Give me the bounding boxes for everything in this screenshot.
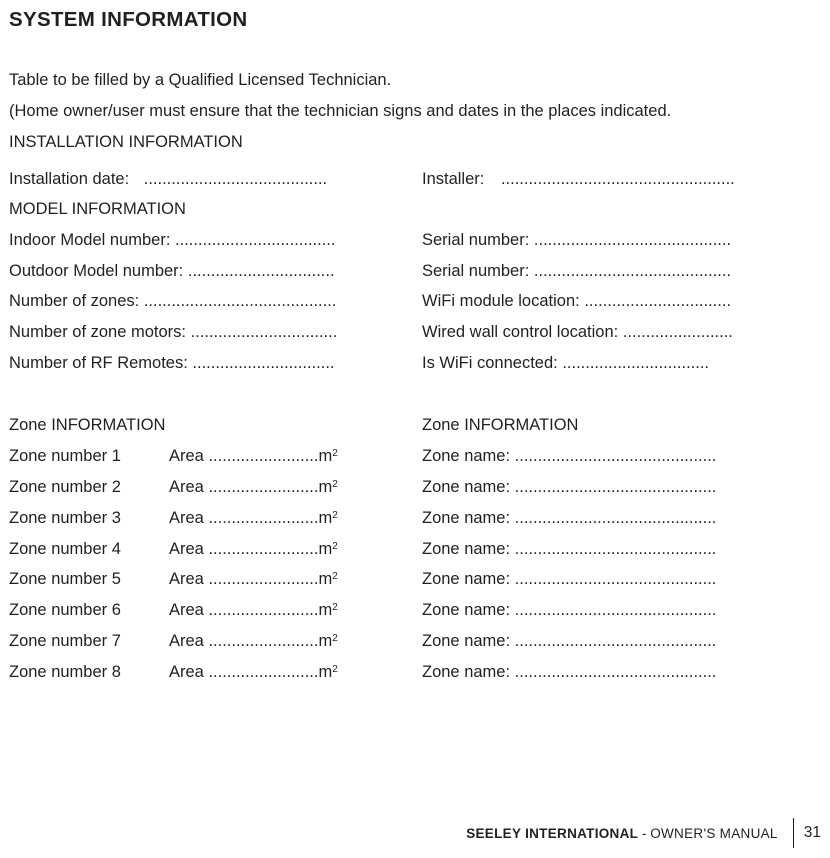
zone-row	[0, 477, 830, 497]
model-right-dots: ...........................................	[533, 261, 732, 280]
model-left-field	[9, 353, 335, 373]
zone-number-label: Zone number 8	[9, 662, 121, 681]
zone-name-dots: ............................................	[514, 539, 717, 558]
model-right-field	[422, 261, 731, 281]
zone-number-label: Zone number 2	[9, 477, 121, 496]
zone-area-unit-exponent: 2	[332, 571, 338, 583]
model-right-field	[422, 322, 733, 342]
zone-number-label: Zone number 1	[9, 447, 121, 465]
zone-name-label: Zone name:	[422, 508, 511, 527]
installation-row	[0, 169, 830, 189]
page-number: 31	[803, 824, 821, 841]
zone-area-dots: ........................	[208, 539, 319, 558]
zone-row	[0, 662, 830, 682]
zone-number-label: Zone number 6	[9, 601, 121, 620]
zone-number-label: Zone number 5	[9, 570, 121, 589]
zone-area-unit-exponent: 2	[332, 478, 338, 490]
zone-area-dots: ........................	[208, 632, 319, 651]
zone-name-dots: ............................................	[514, 570, 717, 589]
zone-area-label: Area	[169, 662, 204, 681]
model-row	[0, 291, 830, 311]
model-right-dots: ........................	[622, 323, 733, 342]
zone-area-label: Area	[169, 477, 204, 496]
zone-area-dots: ........................	[208, 570, 319, 589]
model-right-label: Serial number:	[422, 261, 530, 280]
zone-area-unit: m	[318, 477, 333, 496]
zone-headings-row	[0, 415, 830, 435]
zone-name-dots: ............................................	[514, 632, 717, 651]
model-left-label: Number of zone motors:	[9, 323, 186, 342]
model-heading: MODEL INFORMATION	[9, 200, 186, 218]
installer-field	[422, 169, 735, 189]
zone-area-label: Area	[169, 632, 204, 651]
zone-area-field	[169, 539, 338, 559]
zone-area-dots: ........................	[208, 477, 319, 496]
zone-area-field	[169, 600, 338, 620]
zone-area-label: Area	[169, 508, 204, 527]
intro-line-2: (Home owner/user must ensure that the technician signs and dates in the places indicated.	[9, 102, 672, 120]
page-footer	[466, 818, 830, 848]
zone-name-field	[422, 569, 716, 589]
model-row	[0, 261, 830, 281]
zone-area-dots: ........................	[208, 508, 319, 527]
installer-dots: ...................................................	[500, 170, 735, 188]
model-left-field	[9, 230, 335, 250]
zone-area-unit: m	[318, 601, 333, 620]
zone-area-dots: ........................	[208, 662, 319, 681]
zone-area-unit-exponent: 2	[332, 602, 338, 614]
zone-area-field	[169, 631, 338, 651]
zone-name-field	[422, 631, 716, 651]
zone-row	[0, 508, 830, 528]
installation-heading: INSTALLATION INFORMATION	[9, 133, 243, 151]
model-left-label: Indoor Model number:	[9, 231, 171, 249]
model-left-dots: ..........................................	[143, 292, 337, 311]
zone-row	[0, 600, 830, 620]
model-right-field	[422, 230, 731, 250]
zone-name-label: Zone name:	[422, 447, 511, 465]
zone-area-field	[169, 662, 338, 682]
zone-number-label: Zone number 7	[9, 632, 121, 651]
zone-name-field	[422, 477, 716, 497]
zone-name-field	[422, 446, 716, 466]
zone-area-label: Area	[169, 601, 204, 620]
zone-number-label: Zone number 3	[9, 508, 121, 527]
zone-name-label: Zone name:	[422, 539, 511, 558]
zone-area-unit: m	[318, 508, 333, 527]
model-row	[0, 322, 830, 342]
zone-name-field	[422, 508, 716, 528]
intro-line-1: Table to be filled by a Qualified Licensed Technician.	[9, 71, 392, 89]
model-left-label: Outdoor Model number:	[9, 261, 184, 280]
zone-name-dots: ............................................	[514, 447, 717, 465]
zone-area-unit: m	[318, 447, 333, 465]
installation-date-label: Installation date:	[9, 170, 130, 188]
footer-divider	[793, 818, 794, 848]
model-row	[0, 230, 830, 250]
zone-area-dots: ........................	[208, 601, 319, 620]
zone-name-label: Zone name:	[422, 662, 511, 681]
model-left-dots: ................................	[190, 323, 338, 342]
page-title: SYSTEM INFORMATION	[9, 8, 248, 31]
model-right-dots: ................................	[562, 353, 710, 372]
zone-area-dots: ........................	[208, 447, 319, 465]
zone-name-label: Zone name:	[422, 570, 511, 589]
zone-name-dots: ............................................	[514, 662, 717, 681]
model-left-field	[9, 322, 337, 342]
zone-area-unit: m	[318, 570, 333, 589]
model-row	[0, 353, 830, 373]
zone-number-label: Zone number 4	[9, 539, 121, 558]
zone-row	[0, 569, 830, 589]
zone-area-unit-exponent: 2	[332, 633, 338, 645]
model-right-dots: ................................	[584, 292, 732, 311]
installer-label: Installer:	[422, 170, 485, 188]
model-left-dots: ...............................	[192, 353, 335, 372]
zone-right-heading: Zone INFORMATION	[422, 416, 579, 434]
zone-name-field	[422, 539, 716, 559]
model-right-field	[422, 353, 709, 373]
model-left-label: Number of RF Remotes:	[9, 353, 188, 372]
footer-separator: -	[638, 825, 651, 841]
model-right-field	[422, 291, 731, 311]
model-right-label: Serial number:	[422, 231, 530, 249]
model-right-dots: ...........................................	[533, 231, 732, 249]
model-left-field	[9, 261, 335, 281]
zone-name-label: Zone name:	[422, 601, 511, 620]
zone-row	[0, 631, 830, 651]
footer-brand: SEELEY INTERNATIONAL	[466, 825, 639, 841]
model-right-label: WiFi module location:	[422, 292, 580, 311]
zone-left-heading: Zone INFORMATION	[9, 416, 166, 434]
model-right-label: Is WiFi connected:	[422, 353, 558, 372]
zone-area-unit-exponent: 2	[332, 509, 338, 521]
model-left-label: Number of zones:	[9, 292, 140, 311]
zone-row	[0, 446, 830, 466]
footer-manual-title: OWNER'S MANUAL	[650, 825, 778, 841]
zone-name-label: Zone name:	[422, 477, 511, 496]
model-left-field	[9, 291, 336, 311]
zone-area-unit-exponent: 2	[332, 448, 338, 459]
model-left-dots: ................................	[187, 261, 335, 280]
zone-area-unit: m	[318, 632, 333, 651]
zone-area-label: Area	[169, 570, 204, 589]
zone-row	[0, 539, 830, 559]
zone-area-field	[169, 477, 338, 497]
zone-area-unit-exponent: 2	[332, 540, 338, 552]
zone-name-dots: ............................................	[514, 601, 717, 620]
zone-name-dots: ............................................	[514, 477, 717, 496]
zone-area-unit-exponent: 2	[332, 663, 338, 675]
zone-name-dots: ............................................	[514, 508, 717, 527]
zone-name-field	[422, 600, 716, 620]
zone-area-unit: m	[318, 539, 333, 558]
zone-name-field	[422, 662, 716, 682]
zone-area-unit: m	[318, 662, 333, 681]
zone-area-field	[169, 508, 338, 528]
model-left-dots: ...................................	[175, 231, 336, 249]
zone-area-label: Area	[169, 539, 204, 558]
zone-name-label: Zone name:	[422, 632, 511, 651]
installation-date-field	[9, 169, 327, 189]
model-right-label: Wired wall control location:	[422, 323, 619, 342]
zone-area-label: Area	[169, 447, 204, 465]
installation-date-dots: ........................................	[143, 170, 328, 188]
zone-area-field	[169, 446, 338, 466]
zone-area-field	[169, 569, 338, 589]
